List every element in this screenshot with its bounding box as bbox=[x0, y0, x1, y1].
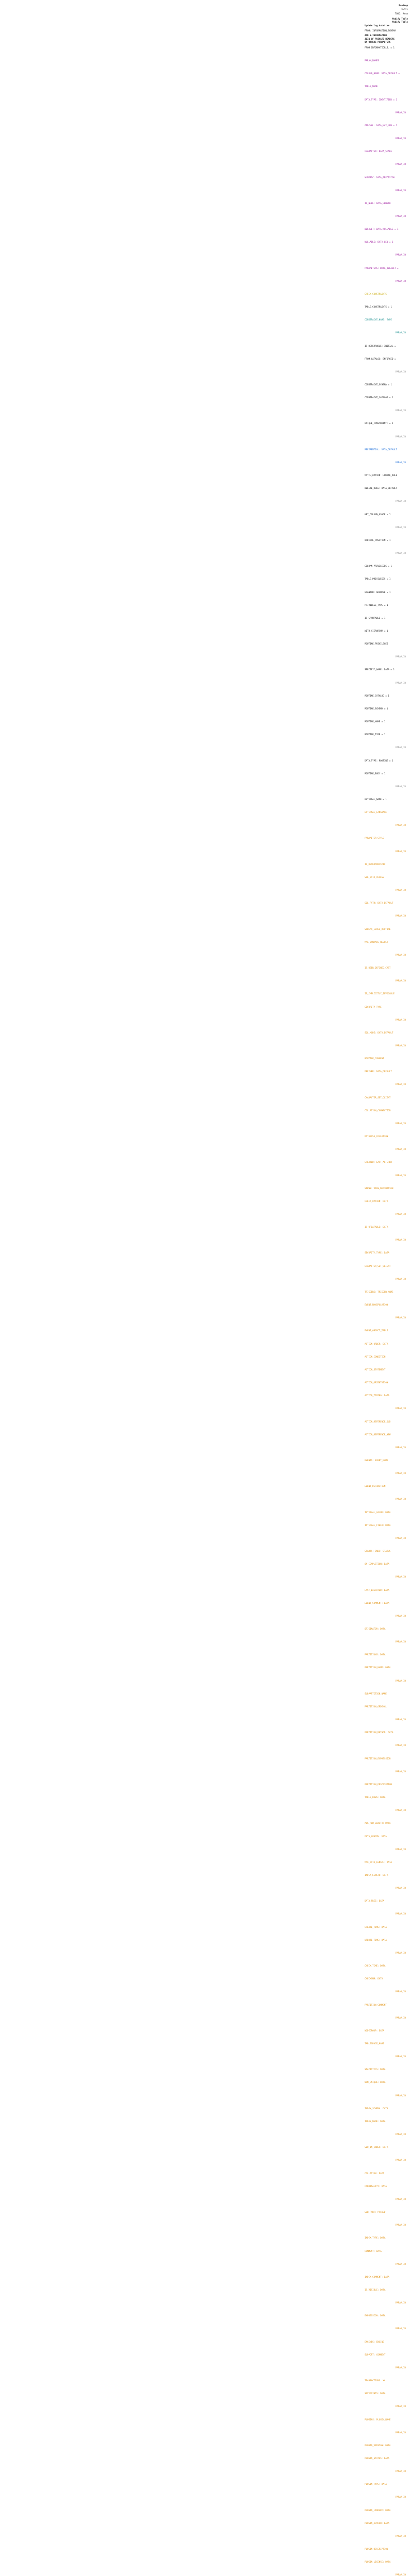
log-entry: PARAM_ID bbox=[395, 2327, 406, 2330]
log-entry: SAVEPOINTS: DATA bbox=[365, 2392, 386, 2395]
log-entry: CHECK_OPTION: DATA bbox=[365, 1199, 388, 1202]
log-entry: PARTITION_ORDINAL bbox=[365, 1705, 387, 1708]
log-entry: PLUGIN_VERSION: DATA bbox=[365, 2444, 391, 2447]
log-entry: SUBPARTITION_NAME bbox=[365, 1692, 387, 1695]
log-entry: SEQ_IN_INDEX: DATA bbox=[365, 2146, 388, 2149]
header-line-9: JOIN OF PRIVATE HEADERS bbox=[365, 37, 394, 40]
log-entry: PLUGIN_AUTHOR: DATA bbox=[365, 2521, 389, 2524]
log-entry: VIEWS: VIEW_DEFINITION bbox=[365, 1187, 393, 1190]
log-entry: STARTS: ENDS: STATUS bbox=[365, 1550, 391, 1553]
log-entry: PARAM_ID bbox=[395, 785, 406, 788]
log-entry: PARAM_ID bbox=[395, 1277, 406, 1280]
log-entry: PARAM_ID bbox=[395, 2496, 406, 2499]
log-entry: UNIQUE_CONSTRAINT: = 1 bbox=[365, 422, 393, 425]
log-entry: PARAM_ID bbox=[395, 1407, 406, 1410]
log-entry: PARAM_ID bbox=[395, 331, 406, 334]
log-entry: PARAM_ID bbox=[395, 253, 406, 257]
log-entry: PARAM_ID bbox=[395, 1148, 406, 1151]
log-entry: PARAM_ID bbox=[395, 1044, 406, 1047]
log-entry: NULLABLE: DATA_LEN = 1 bbox=[365, 241, 393, 244]
log-entry: PARAM_ID bbox=[395, 1122, 406, 1125]
log-entry: SUB_PART: PACKED bbox=[365, 2211, 386, 2214]
log-entry: PARAM_ID bbox=[395, 2301, 406, 2304]
log-entry: EVENT_OBJECT_TABLE bbox=[365, 1329, 388, 1332]
log-entry: ORDINAL_POSITION = 1 bbox=[365, 538, 391, 541]
log-entry: CONSTRAINT_SCHEMA = 1 bbox=[365, 383, 392, 386]
log-entry: SECURITY_TYPE: DATA bbox=[365, 1251, 389, 1255]
log-entry: PARAM_ID bbox=[395, 1640, 406, 1643]
log-entry: ROUTINE_CATALOG = 1 bbox=[365, 694, 389, 697]
log-entry: SQL_PATH: DATA_DEFAULT bbox=[365, 902, 393, 905]
log-entry: UPDATE_TIME: DATA bbox=[365, 1938, 387, 1941]
log-entry: TRIGGERS: TRIGGER_NAME bbox=[365, 1290, 393, 1293]
log-entry: LAST_EXECUTED: DATA bbox=[365, 1588, 389, 1591]
log-entry: PARAM_ID bbox=[395, 824, 406, 827]
log-entry: SUPPORT: COMMENT bbox=[365, 2353, 386, 2356]
log-entry: CHECK_TIME: DATA bbox=[365, 1964, 386, 1968]
log-entry: PARAM_ID bbox=[395, 850, 406, 853]
log-entry: PARAM_ID bbox=[395, 2055, 406, 2058]
log-entries bbox=[365, 46, 410, 2576]
log-entry: CREATED: LAST_ALTERED bbox=[365, 1161, 392, 1164]
log-entry: PARAM_ID bbox=[395, 1718, 406, 1721]
log-entry: PARAM_ID bbox=[395, 500, 406, 503]
log-entry: MAX_DATA_LENGTH: DATA bbox=[365, 1860, 392, 1863]
log-entry: ACTION_ORIENTATION bbox=[365, 1381, 388, 1384]
log-entry: DATA_FREE: DATA bbox=[365, 1900, 384, 1903]
log-entry: PARAM_ID bbox=[395, 1213, 406, 1215]
log-entry: PLUGIN_STATUS: DATA bbox=[365, 2457, 389, 2460]
log-entry: ROUTINE_NAME = 1 bbox=[365, 720, 386, 723]
log-entry: PARAM_ID bbox=[395, 163, 406, 166]
log-entry: TABLE_PRIVILEGES = 1 bbox=[365, 578, 391, 581]
log-entry: ACTION_REFERENCE_OLD bbox=[365, 1420, 391, 1423]
log-entry: ORDINAL: DATA_MAX_LEN = 1 bbox=[365, 124, 398, 127]
log-entry: EVENT_COMMENT: DATA bbox=[365, 1601, 389, 1604]
log-entry: COLUMN_PRIVILEGES = 1 bbox=[365, 565, 392, 568]
log-entry: WITH_HIERARCHY = 1 bbox=[365, 629, 388, 632]
log-entry: DELETE_RULE: DATA_DEFAULT bbox=[365, 487, 398, 490]
log-entry: DEFINER: DATA_DEFAULT bbox=[365, 1070, 392, 1073]
log-entry: PARAM_ID bbox=[395, 1744, 406, 1747]
header-line-8: AND 5.INFORMATION bbox=[365, 34, 387, 37]
log-entry: CREATE_TIME: DATA bbox=[365, 1925, 387, 1928]
log-entry: INDEX_COMMENT: DATA bbox=[365, 2275, 389, 2278]
log-entry: CHECKSUM: DATA bbox=[365, 1977, 383, 1980]
log-entry: PARAM_ID bbox=[395, 2094, 406, 2097]
log-entry: ROUTINE_COMMENT bbox=[365, 1057, 384, 1060]
log-entry: CHARACTER: DATA_SCALE bbox=[365, 150, 392, 153]
log-entry: PARAM_ID bbox=[395, 1770, 406, 1773]
log-entry: ACTION_TIMING: DATA bbox=[365, 1394, 389, 1397]
log-entry: PARAM_ID bbox=[395, 953, 406, 956]
log-entry: PARAM_ID bbox=[395, 2159, 406, 2162]
log-entry: FROM_CATALOG: ENFORCED = bbox=[365, 357, 396, 360]
header-line-7: FROM: INFORMATION_SCHEMA bbox=[365, 29, 396, 32]
header-line-5: Modify Table bbox=[392, 21, 408, 24]
log-entry: PARAM_ID bbox=[395, 914, 406, 918]
log-entry: EVENT_MANIPULATION bbox=[365, 1303, 388, 1307]
log-entry: PARAM_ID bbox=[395, 2366, 406, 2369]
log-entry: PARAM_ID bbox=[395, 655, 406, 658]
log-entry: PLUGINS: PLUGIN_NAME bbox=[365, 2418, 391, 2421]
log-entry: PARAM_ID bbox=[395, 1679, 406, 1682]
log-entry: IS_IMPLICITLY_INVOCABLE bbox=[365, 992, 394, 995]
header-line-1: Prodrop bbox=[399, 4, 408, 7]
log-entry: TABLE_NAME bbox=[365, 85, 378, 88]
log-entry: PARAMETERS: DATA_DEFAULT = bbox=[365, 266, 399, 269]
log-entry: TRANSACTIONS: XA bbox=[365, 2379, 386, 2382]
log-entry: KEY_COLUMN_USAGE = 1 bbox=[365, 513, 391, 516]
log-entry: PARAM_ID bbox=[395, 461, 406, 464]
log-entry: NUMERIC: DATA_PRECISION bbox=[365, 176, 394, 179]
log-entry: MATCH_OPTION: UPDATE_RULE bbox=[365, 474, 398, 477]
log-entry: PARAM_ID bbox=[395, 2224, 406, 2227]
log-entry: PARTITION_COMMENT bbox=[365, 2003, 387, 2006]
log-entry: INTERVAL_VALUE: DATA bbox=[365, 1511, 391, 1514]
log-entry: PARTITION_NAME: DATA bbox=[365, 1666, 391, 1669]
log-entry: COLLATION: DATA bbox=[365, 2172, 384, 2175]
header-line-4: Modify Table bbox=[392, 17, 408, 20]
log-entry: PARAM_ID bbox=[395, 979, 406, 982]
log-entry: PARAM_ID bbox=[395, 279, 406, 282]
log-entry: EXTERNAL_NAME = 1 bbox=[365, 798, 387, 801]
log-entry: PLUGIN_TYPE: DATA bbox=[365, 2483, 387, 2486]
log-entry: INDEX_NAME: DATA bbox=[365, 2120, 386, 2123]
log-entry: CHECK_CONSTRAINTS bbox=[365, 292, 387, 295]
log-entry: DATABASE_COLLATION bbox=[365, 1135, 388, 1138]
log-entry: CARDINALITY: DATA bbox=[365, 2184, 387, 2188]
log-entry: PARTITION_EXPRESSION bbox=[365, 1757, 391, 1760]
log-entry: IS_DEFERRABLE: INITIAL = bbox=[365, 344, 396, 347]
log-entry: PARAM_ID bbox=[395, 746, 406, 749]
log-entry: PARAM_ID bbox=[395, 370, 406, 373]
log-entry: PARAM_ID bbox=[395, 1174, 406, 1177]
log-entry: PARAM_ID bbox=[395, 2133, 406, 2136]
log-entry: DEFAULT: DATA_NULLABLE = 1 bbox=[365, 228, 399, 231]
log-entry: IS_GRANTABLE = 1 bbox=[365, 616, 386, 619]
log-entry: PLUGIN_LIBRARY: DATA bbox=[365, 2509, 391, 2512]
log-entry: PRIVILEGE_TYPE = 1 bbox=[365, 603, 388, 606]
log-entry: PLUGIN_LICENSE: DATA bbox=[365, 2561, 391, 2564]
log-entry: CONSTRAINT_NAME: TYPE bbox=[365, 318, 392, 321]
log-entry: PARAM_ID bbox=[395, 137, 406, 140]
log-entry: PARAM_ID bbox=[395, 189, 406, 192]
log-entry: IS_DETERMINISTIC bbox=[365, 862, 386, 866]
log-entry: PARAM_ID bbox=[395, 1990, 406, 1993]
log-entry: IS_UPDATABLE: DATA bbox=[365, 1226, 388, 1229]
log-entry: PARAM_ID bbox=[395, 1951, 406, 1954]
log-entry: PARAM_ID bbox=[395, 1614, 406, 1617]
log-entry: IS_VISIBLE: DATA bbox=[365, 2288, 386, 2291]
log-entry: PARAM_NAMES bbox=[365, 59, 379, 62]
log-entry: ON_COMPLETION: DATA bbox=[365, 1563, 389, 1566]
log-entry: EVENTS: EVENT_NAME bbox=[365, 1459, 388, 1462]
log-entry: PARAM_ID bbox=[395, 1239, 406, 1242]
header-line-3: TODO: Assm bbox=[394, 12, 408, 15]
log-entry: PARAM_ID bbox=[395, 1316, 406, 1319]
log-entry: PARAM_ID bbox=[395, 681, 406, 684]
log-entry: PARAM_ID bbox=[395, 2197, 406, 2200]
log-entry: PARAM_ID bbox=[395, 1575, 406, 1579]
log-entry: STATISTICS: DATA bbox=[365, 2068, 386, 2071]
log-entry: PARAM_ID bbox=[395, 1887, 406, 1890]
log-entry: PARAM_ID bbox=[395, 1083, 406, 1086]
log-entry: AVG_ROW_LENGTH: DATA bbox=[365, 1822, 391, 1825]
log-entry: PARAM_ID bbox=[395, 1472, 406, 1475]
log-entry: INDEX_LENGTH: DATA bbox=[365, 1873, 388, 1876]
log-entry: PARAM_ID bbox=[395, 1536, 406, 1539]
log-entry: PARAM_ID bbox=[395, 1446, 406, 1449]
log-entry: PARAM_ID bbox=[395, 2573, 406, 2576]
log-entry: EVENT_DEFINITION bbox=[365, 1485, 386, 1488]
log-entry: INTERVAL_FIELD: DATA bbox=[365, 1523, 391, 1527]
log-entry: PARAM_ID bbox=[395, 889, 406, 892]
log-entry: PARAM_ID bbox=[395, 1498, 406, 1501]
log-entry: PARAM_ID bbox=[395, 2431, 406, 2434]
log-entry: EXPRESSION: DATA bbox=[365, 2314, 386, 2317]
log-entry: PARTITIONS: DATA bbox=[365, 1653, 386, 1656]
log-entry: SPECIFIC_NAME: DATA = 1 bbox=[365, 668, 394, 671]
log-entry: PARAM_ID bbox=[395, 435, 406, 438]
log-listing-panel bbox=[365, 4, 410, 2576]
log-entry: ACTION_REFERENCE_NEW bbox=[365, 1433, 391, 1436]
log-entry: MAX_DYNAMIC_RESULT bbox=[365, 940, 388, 943]
log-entry: CHARACTER_SET_CLIENT bbox=[365, 1264, 391, 1267]
log-entry: PARAM_ID bbox=[395, 409, 406, 412]
log-entry: CHARACTER_SET_CLIENT bbox=[365, 1096, 391, 1099]
log-entry: NODEGROUP: DATA bbox=[365, 2029, 384, 2032]
log-entry: SCHEMA_LEVEL_ROUTINE bbox=[365, 927, 391, 930]
log-entry: TABLE_ROWS: DATA bbox=[365, 1796, 386, 1799]
log-entry: FROM INFORMATION_S. = 1 bbox=[365, 46, 394, 49]
log-entry: IS_NULL: DATA_LENGTH bbox=[365, 201, 391, 205]
log-entry: INDEX_TYPE: DATA bbox=[365, 2236, 386, 2240]
log-entry: INDEX_SCHEMA: DATA bbox=[365, 2107, 388, 2110]
log-entry: PARTITION_METHOD: DATA bbox=[365, 1731, 393, 1734]
log-entry: PARAM_ID bbox=[395, 2262, 406, 2265]
log-entry: ACTION_ORDER: DATA bbox=[365, 1342, 388, 1345]
log-entry: SECURITY_TYPE bbox=[365, 1005, 382, 1008]
log-entry: COLLATION_CONNECTION bbox=[365, 1109, 391, 1112]
log-entry: COLUMN_NAME: DATA_DEFAULT = bbox=[365, 72, 400, 75]
log-entry: DATA_LENGTH: DATA bbox=[365, 1835, 387, 1838]
log-entry: PARAM_ID bbox=[395, 2405, 406, 2408]
log-entry: PARAM_ID bbox=[395, 526, 406, 529]
log-entry: IS_USER_DEFINED_CAST bbox=[365, 967, 391, 970]
header-line-6: Update log datetime bbox=[365, 24, 389, 27]
header-line-10: ON OTHERS PARAMETERS bbox=[365, 41, 391, 44]
log-entry: ORIGINATOR: DATA bbox=[365, 1628, 386, 1630]
log-entry: PARAM_ID bbox=[395, 2534, 406, 2537]
log-entry: PARAMETER_STYLE bbox=[365, 837, 384, 840]
log-entry: PARAM_ID bbox=[395, 1912, 406, 1916]
log-entry: EXTERNAL_LANGUAGE bbox=[365, 811, 387, 814]
log-entry: PARAM_ID bbox=[395, 2016, 406, 2019]
log-entry: ROUTINE_BODY = 1 bbox=[365, 772, 386, 775]
log-entry: PARAM_ID bbox=[395, 1848, 406, 1851]
log-entry: GRANTOR: GRANTEE = 1 bbox=[365, 590, 391, 594]
log-entry: TABLE_CONSTRAINTS = 1 bbox=[365, 306, 392, 309]
log-entry: REFERENTIAL: DATA_DEFAULT bbox=[365, 448, 398, 451]
log-entry: PARAM_ID bbox=[395, 552, 406, 555]
log-entry: PLUGIN_DESCRIPTION bbox=[365, 2548, 388, 2551]
log-entry: PARAM_ID bbox=[395, 111, 406, 114]
log-entry: PARAM_ID bbox=[395, 1018, 406, 1021]
header-line-2: $Envi bbox=[401, 7, 408, 10]
log-entry: ACTION_CONDITION bbox=[365, 1355, 386, 1358]
log-entry: PARAM_ID bbox=[395, 2470, 406, 2473]
log-entry: COMMENT: DATA bbox=[365, 2249, 382, 2252]
log-entry: TABLESPACE_NAME bbox=[365, 2042, 384, 2045]
log-entry: CONSTRAINT_CATALOG = 1 bbox=[365, 396, 393, 399]
log-entry: ACTION_STATEMENT bbox=[365, 1368, 386, 1371]
log-entry: DATA_TYPE: IDENTIFIER = 1 bbox=[365, 98, 398, 101]
log-entry: PARAM_ID bbox=[395, 214, 406, 217]
log-entry: PARTITION_DESCRIPTION bbox=[365, 1783, 392, 1786]
log-entry: ROUTINE_TYPE = 1 bbox=[365, 733, 386, 736]
log-entry: PARAM_ID bbox=[395, 1809, 406, 1812]
log-entry: ENGINES: ENGINE bbox=[365, 2340, 384, 2343]
log-entry: ROUTINE_PRIVILEGES bbox=[365, 642, 388, 646]
log-entry: NON_UNIQUE: DATA bbox=[365, 2081, 386, 2084]
log-entry: SQL_DATA_ACCESS bbox=[365, 875, 384, 878]
log-entry: SQL_MODE: DATA_DEFAULT bbox=[365, 1031, 393, 1034]
log-entry: DATA_TYPE: ROUTINE = 1 bbox=[365, 759, 393, 762]
log-entry: ROUTINE_SCHEMA = 1 bbox=[365, 707, 388, 710]
